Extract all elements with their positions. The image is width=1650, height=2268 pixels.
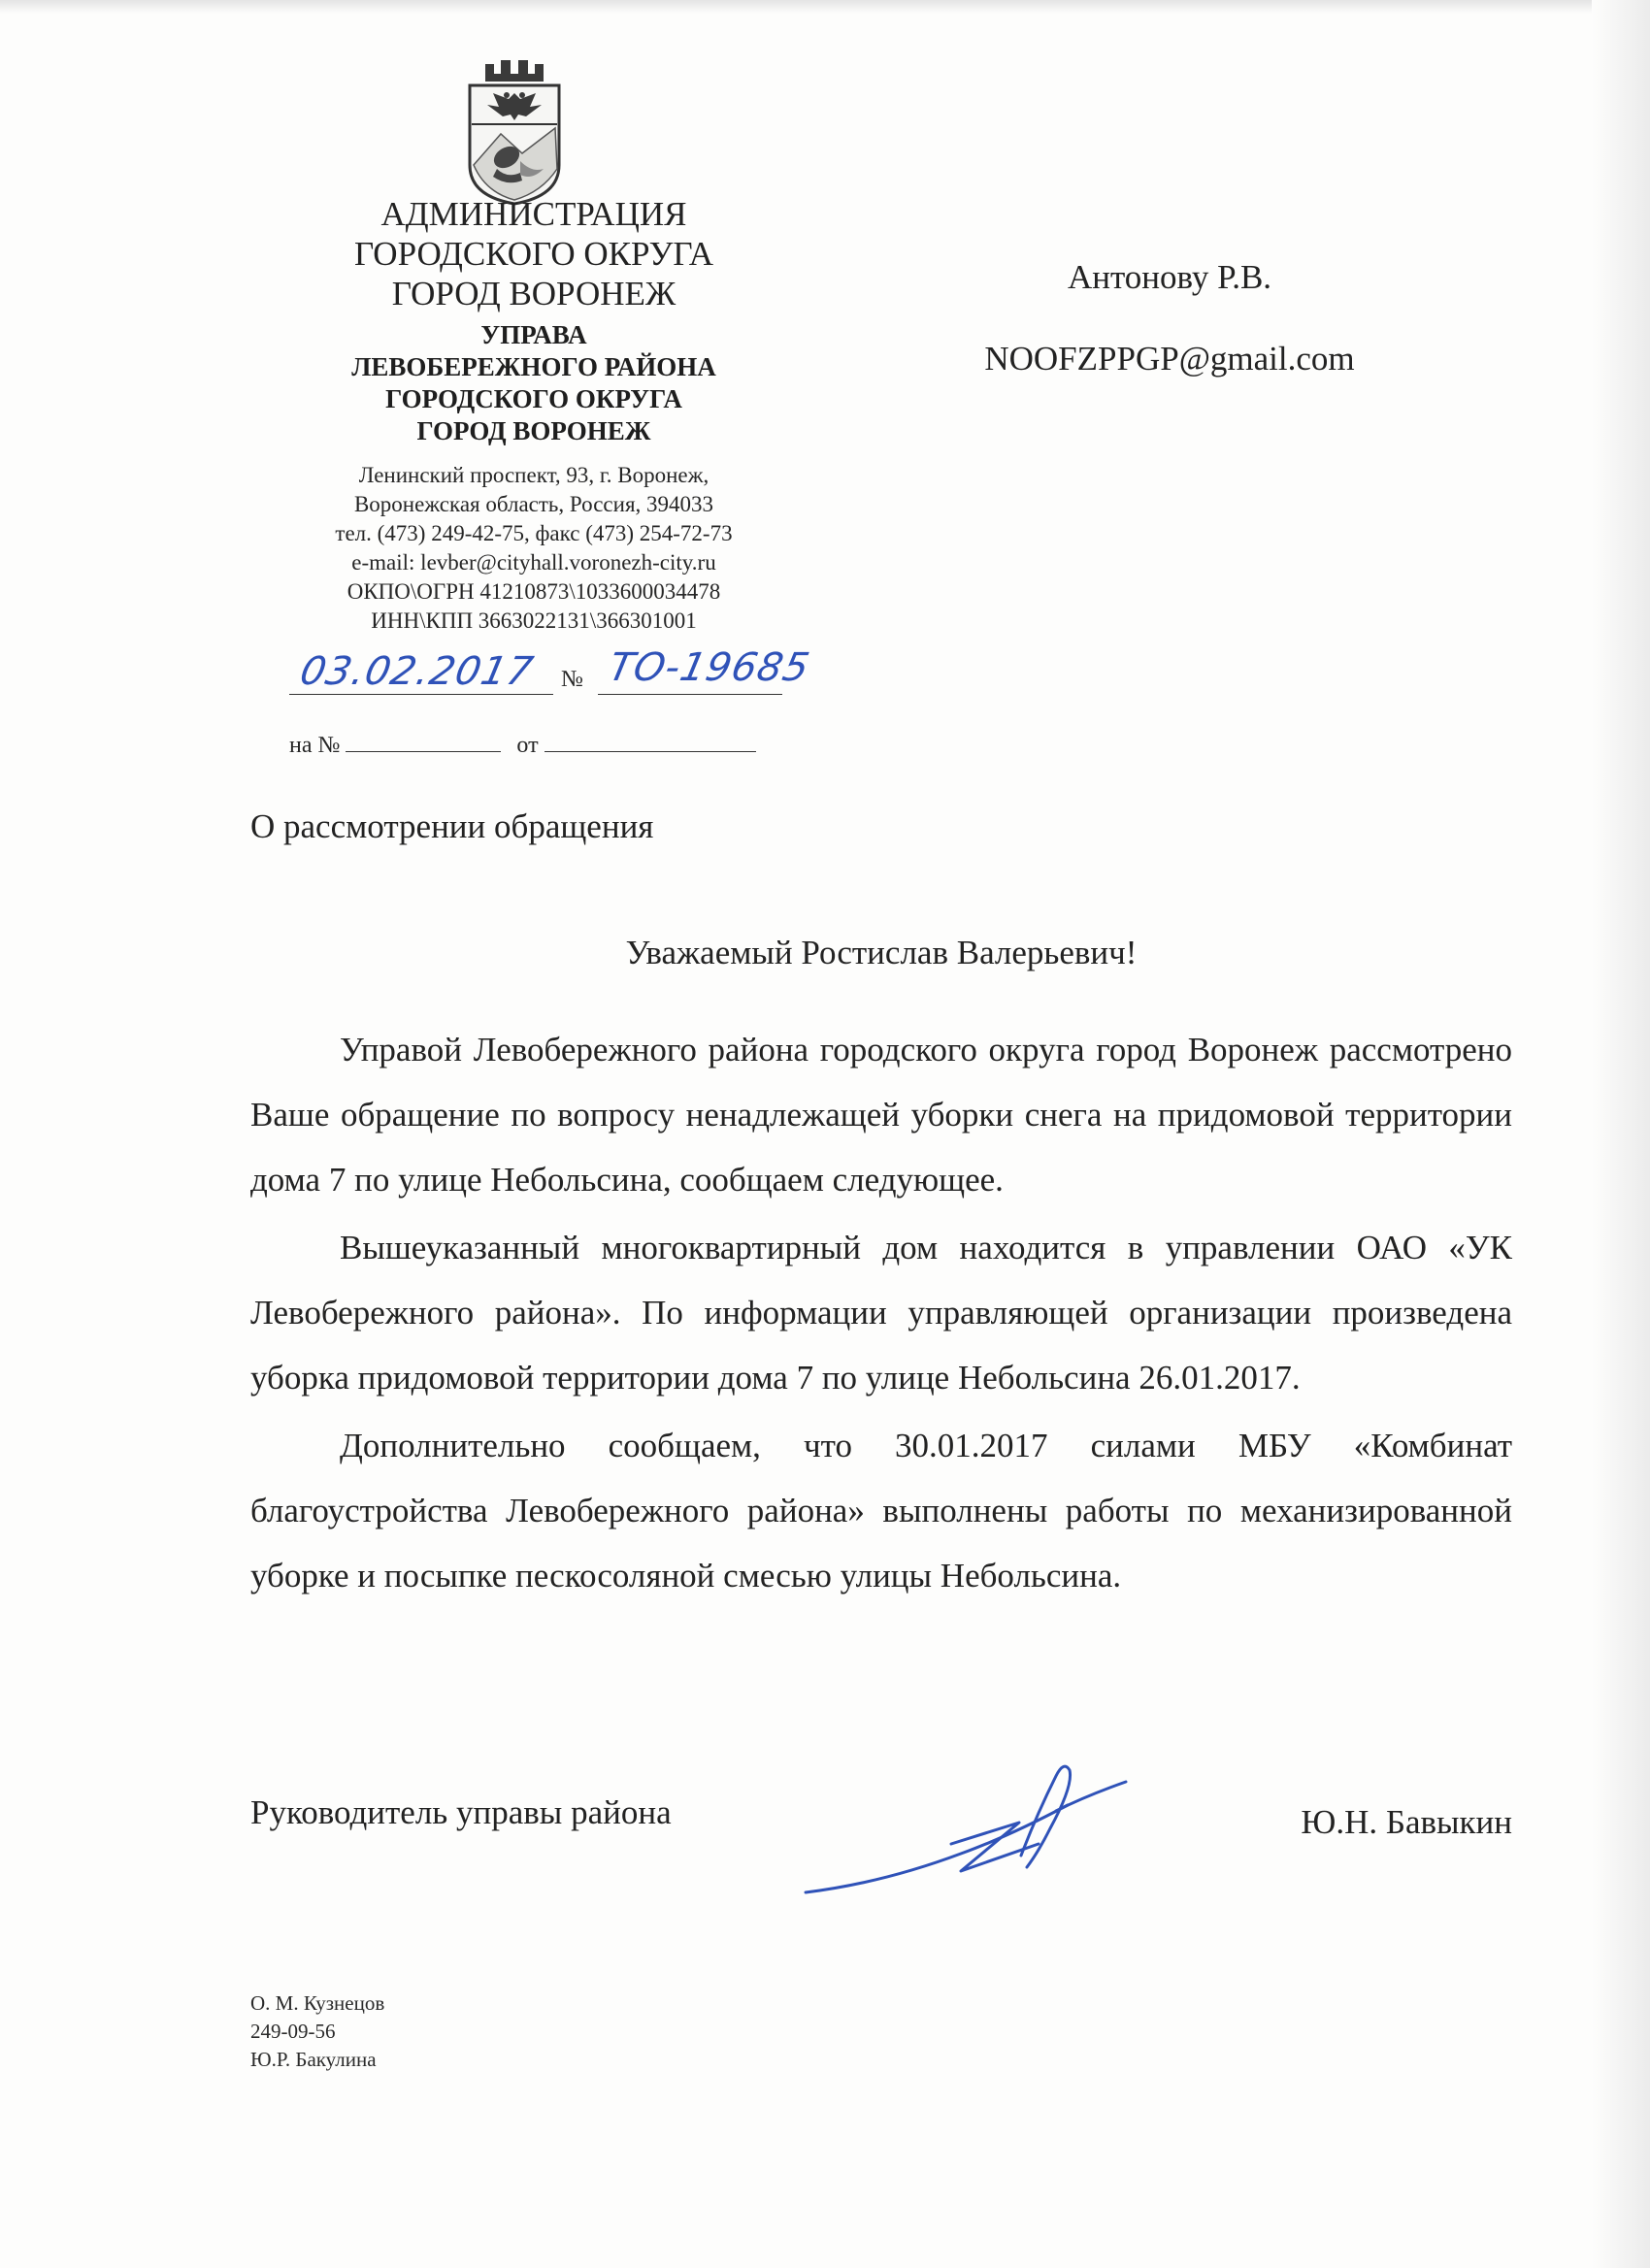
address-line: ОКПО\ОГРН 41210873\1033600034478: [346, 579, 721, 604]
footer-line: Ю.Р. Бакулина: [250, 2048, 377, 2071]
number-label: №: [561, 667, 583, 692]
ref-date-blank: [544, 730, 756, 752]
letterhead: [277, 194, 791, 636]
recipient-block: [961, 258, 1378, 378]
admin-line: ГОРОДСКОГО ОКРУГА: [353, 235, 714, 273]
scan-edge-right: [1592, 0, 1650, 2268]
signatory-title: Руководитель управы района: [250, 1793, 672, 1831]
address-line: Ленинский проспект, 93, г. Воронеж,: [358, 463, 710, 487]
registration-number: [289, 645, 814, 704]
uprava-block: [277, 319, 791, 447]
uprava-line: ЛЕВОБЕРЕЖНОГО РАЙОНА: [351, 352, 716, 381]
scan-edge-top: [0, 0, 1650, 14]
date-underline: [289, 694, 553, 695]
number-underline: [598, 694, 782, 695]
footer-line: О. М. Кузнецов: [250, 1991, 385, 2015]
handwritten-number: ТО-19685: [605, 645, 814, 690]
letter-body: [250, 1017, 1512, 1611]
salutation: Уважаемый Ростислав Валерьевич!: [625, 934, 1138, 971]
body-paragraph: Управой Левобережного района городского округа город Воронеж рассмотрено Ваше обращение по вопросу ненадлежащей уборки снега на придомовой территории дома 7 по улице Небольсина, сообщаем следующее.: [250, 1031, 1512, 1199]
recipient-name: Антонову Р.В.: [1067, 258, 1272, 296]
body-paragraph: Вышеуказанный многоквартирный дом находится в управлении ОАО «УК Левобережного района». По информации управляющей организации произведена уборка придомовой территории дома 7 по улице Небольсина 26.01.2017.: [250, 1229, 1512, 1397]
signatory-name: Ю.Н. Бавыкин: [1301, 1803, 1512, 1841]
ref-from-label: от: [516, 733, 539, 758]
footer-line: 249-09-56: [250, 2020, 336, 2043]
uprava-line: ГОРОДСКОГО ОКРУГА: [385, 384, 682, 413]
admin-line: ГОРОД ВОРОНЕЖ: [391, 275, 676, 312]
address-line: Воронежская область, Россия, 394033: [353, 492, 714, 516]
ref-number-blank: [346, 730, 501, 752]
reference-line: [289, 730, 756, 759]
letter-subject: О рассмотрении обращения: [250, 807, 654, 845]
recipient-email: NOOFZPPGP@gmail.com: [984, 340, 1355, 378]
uprava-line: УПРАВА: [480, 320, 587, 349]
address-block: [277, 461, 791, 636]
uprava-line: ГОРОД ВОРОНЕЖ: [416, 416, 651, 445]
address-line: тел. (473) 249-42-75, факс (473) 254-72-73: [335, 521, 733, 545]
ref-number-label: на №: [289, 733, 341, 758]
address-line: ИНН\КПП 3663022131\366301001: [371, 608, 697, 633]
address-line: e-mail: levber@cityhall.voronezh-city.ru: [351, 550, 716, 575]
executor-footer: [250, 1989, 384, 2074]
admin-line: АДМИНИСТРАЦИЯ: [380, 195, 687, 233]
body-paragraph: Дополнительно сообщаем, что 30.01.2017 силами МБУ «Комбинат благоустройства Левобережного района» выполнены работы по механизированной уборке и посыпке пескосоляной смесью улицы Небольсина.: [250, 1427, 1512, 1594]
coat-of-arms-icon: [464, 60, 565, 206]
handwritten-signature-icon: [796, 1747, 1184, 1922]
handwritten-date: 03.02.2017: [296, 649, 538, 694]
